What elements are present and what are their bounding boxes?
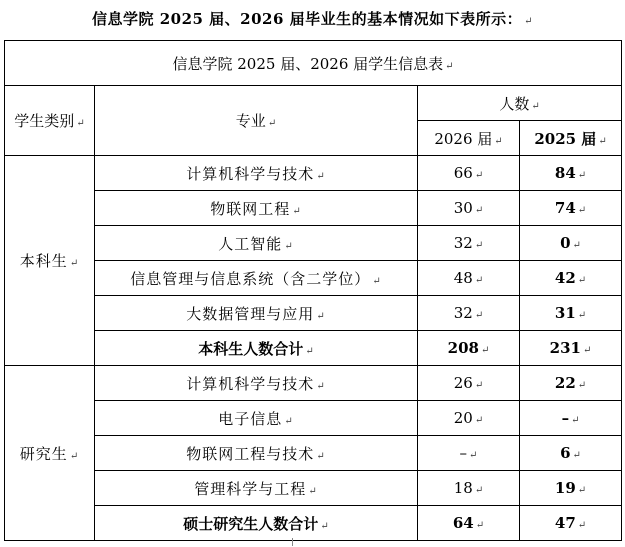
table-row	[5, 296, 622, 331]
major-cell	[95, 366, 418, 401]
count-2026	[418, 296, 520, 331]
count-2026	[418, 366, 520, 401]
total-label	[95, 506, 418, 541]
paragraph-mark: ↵	[69, 450, 80, 462]
table-title-text: 信息学院 2025 届、2026 届学生信息表	[172, 54, 444, 73]
total-label	[95, 331, 418, 366]
count-2025	[520, 366, 622, 401]
table-row	[5, 261, 622, 296]
major-cell	[95, 226, 418, 261]
major-cell	[95, 471, 418, 506]
total-2025	[520, 506, 622, 541]
paragraph-mark: ↵	[571, 415, 580, 426]
paragraph-mark: ↵	[316, 310, 326, 322]
category-undergraduate	[5, 156, 95, 366]
paragraph-mark: ↵	[284, 415, 294, 427]
count-2025	[520, 401, 622, 436]
total-row-undergraduate	[5, 331, 622, 366]
paragraph-mark: ↵	[469, 450, 478, 461]
paragraph-mark: ↵	[577, 485, 587, 496]
paragraph-mark: ↵	[480, 345, 490, 356]
header-2025	[520, 121, 622, 156]
paragraph-mark: ↵	[320, 520, 329, 532]
count-2026-text: 20	[453, 409, 473, 427]
major-cell	[95, 401, 418, 436]
header-category	[5, 86, 95, 156]
count-2025	[520, 471, 622, 506]
paragraph-mark: ↵	[582, 345, 592, 356]
count-2025	[520, 436, 622, 471]
major-cell	[95, 156, 418, 191]
total-2026	[418, 331, 520, 366]
paragraph-mark: ↵	[572, 240, 581, 251]
paragraph-mark: ↵	[474, 240, 484, 251]
paragraph-mark: ↵	[475, 520, 485, 531]
major-cell	[95, 191, 418, 226]
paragraph-mark: ↵	[316, 170, 326, 182]
count-2025-text: –	[561, 409, 570, 427]
count-2025-text: 0	[560, 234, 571, 252]
paragraph-mark: ↵	[76, 118, 85, 129]
total-label-text: 硕士研究生人数合计	[183, 514, 319, 533]
paragraph-mark: ↵	[474, 275, 484, 286]
major-text: 计算机科学与技术	[186, 374, 315, 393]
category-graduate	[5, 366, 95, 541]
paragraph-mark: ↵	[474, 415, 484, 426]
header-2026	[418, 121, 520, 156]
table-row	[5, 401, 622, 436]
paragraph-mark: ↵	[69, 258, 80, 269]
table-row	[5, 436, 622, 471]
count-2026	[418, 401, 520, 436]
header-major	[95, 86, 418, 156]
major-cell	[95, 261, 418, 296]
paragraph-mark: ↵	[572, 450, 581, 461]
header-count	[418, 86, 622, 121]
count-2026-text: 18	[453, 479, 473, 497]
table-title-row	[5, 41, 622, 86]
count-2026-text: 48	[453, 269, 473, 287]
count-2026	[418, 156, 520, 191]
major-cell	[95, 296, 418, 331]
total-2025-text: 47	[554, 514, 576, 532]
paragraph-mark: ↵	[531, 100, 540, 112]
total-2026-text: 208	[447, 339, 479, 357]
count-2026	[418, 436, 520, 471]
paragraph-mark: ↵	[474, 485, 484, 496]
paragraph-mark: ↵	[577, 310, 587, 321]
paragraph-mark: ↵	[316, 380, 326, 392]
paragraph-mark: ↵	[474, 205, 484, 216]
count-2025-text: 31	[554, 304, 576, 322]
count-2026-text: 30	[453, 199, 473, 217]
table-row	[5, 156, 622, 191]
count-2025	[520, 226, 622, 261]
count-2025-text: 84	[554, 164, 576, 182]
header-row-1	[5, 86, 622, 121]
paragraph-mark: ↵	[577, 170, 587, 181]
count-2026	[418, 191, 520, 226]
paragraph-mark: ↵	[284, 240, 294, 252]
paragraph-mark: ↵	[474, 310, 484, 321]
count-2026	[418, 471, 520, 506]
major-text: 计算机科学与技术	[186, 164, 315, 183]
table-title	[5, 41, 622, 86]
header-category-text: 学生类别	[14, 112, 75, 130]
table-row	[5, 471, 622, 506]
paragraph-mark: ↵	[494, 135, 503, 147]
major-text: 人工智能	[218, 234, 283, 253]
paragraph-mark: ↵	[577, 380, 587, 391]
header-count-text: 人数	[499, 94, 530, 113]
paragraph-mark: ↵	[577, 205, 587, 216]
count-2026-text: 26	[453, 374, 473, 392]
paragraph-mark: ↵	[524, 16, 534, 27]
major-text: 电子信息	[218, 409, 283, 428]
category-text: 研究生	[19, 444, 68, 463]
count-2026	[418, 261, 520, 296]
paragraph-mark: ↵	[308, 485, 318, 497]
header-major-text: 专业	[235, 112, 266, 130]
count-2026-text: 66	[453, 164, 473, 182]
paragraph-mark: ↵	[372, 275, 382, 287]
count-2026	[418, 226, 520, 261]
paragraph-mark: ↵	[577, 275, 587, 286]
paragraph-mark: ↵	[445, 60, 454, 72]
major-text: 物联网工程与技术	[186, 444, 315, 463]
table-row	[5, 366, 622, 401]
paragraph-mark: ↵	[316, 450, 326, 462]
count-2025-text: 6	[560, 444, 571, 462]
count-2026-text: –	[459, 444, 468, 462]
paragraph-mark: ↵	[292, 205, 302, 217]
count-2025-text: 22	[554, 374, 576, 392]
total-2025-text: 231	[549, 339, 581, 357]
header-2025-text: 2025 届	[534, 129, 597, 148]
cursor-mark	[292, 538, 297, 546]
major-text: 大数据管理与应用	[186, 304, 315, 323]
paragraph-mark: ↵	[598, 135, 607, 147]
total-2026	[418, 506, 520, 541]
major-cell	[95, 436, 418, 471]
count-2025	[520, 156, 622, 191]
total-row-graduate	[5, 506, 622, 541]
header-2026-text: 2026 届	[434, 129, 493, 148]
count-2025-text: 42	[554, 269, 576, 287]
paragraph-mark: ↵	[474, 170, 484, 181]
count-2025	[520, 261, 622, 296]
paragraph-mark: ↵	[305, 345, 314, 357]
total-2026-text: 64	[452, 514, 474, 532]
major-text: 物联网工程	[210, 199, 291, 218]
count-2025-text: 19	[554, 479, 576, 497]
table-row	[5, 226, 622, 261]
document-heading	[0, 8, 625, 29]
count-2026-text: 32	[453, 234, 473, 252]
total-2025	[520, 331, 622, 366]
count-2026-text: 32	[453, 304, 473, 322]
major-text: 管理科学与工程	[194, 479, 307, 498]
paragraph-mark: ↵	[577, 520, 587, 531]
count-2025-text: 74	[554, 199, 576, 217]
count-2025	[520, 191, 622, 226]
count-2025	[520, 296, 622, 331]
paragraph-mark: ↵	[474, 380, 484, 391]
category-text: 本科生	[19, 252, 68, 270]
total-label-text: 本科生人数合计	[198, 339, 304, 358]
table-row	[5, 191, 622, 226]
student-info-table	[4, 40, 622, 541]
paragraph-mark: ↵	[267, 118, 277, 129]
major-text: 信息管理与信息系统（含二学位）	[130, 269, 371, 288]
heading-text: 信息学院 2025 届、2026 届毕业生的基本情况如下表所示：	[91, 10, 523, 28]
